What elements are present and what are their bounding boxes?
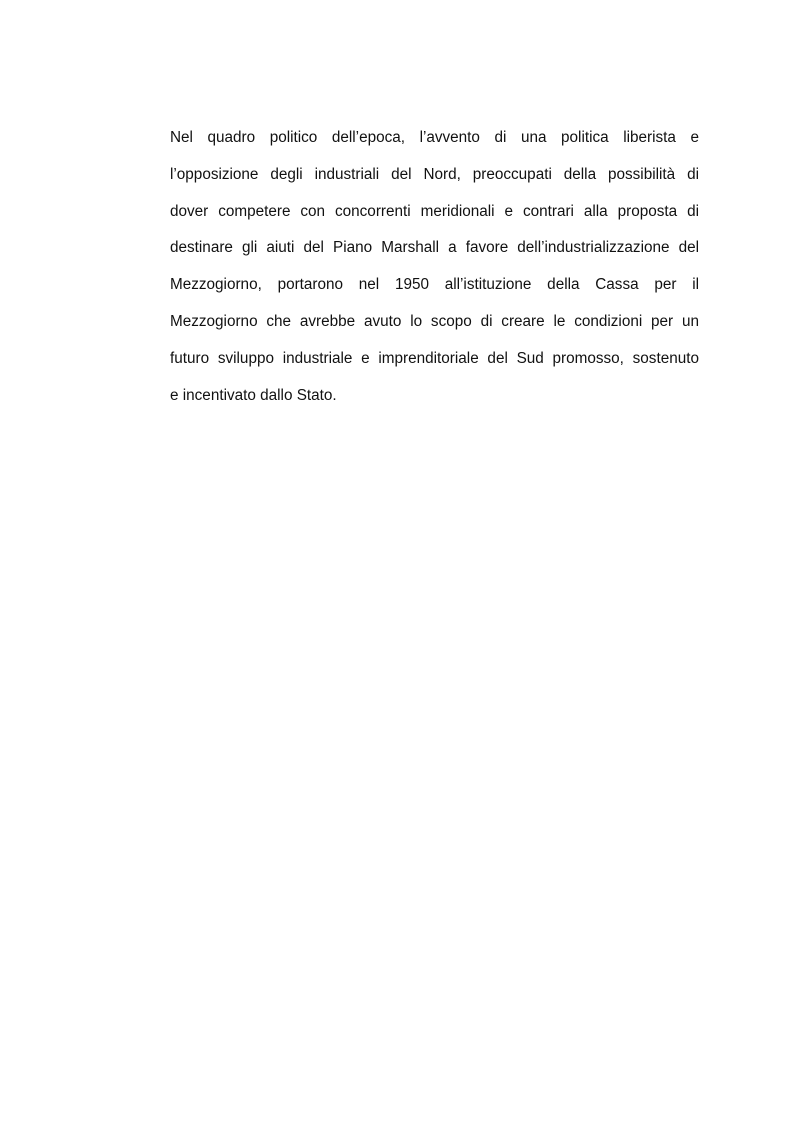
paragraph-line-5: Mezzogiorno, portarono nel 1950 all’istituzione della Cassa per il — [170, 276, 699, 294]
paragraph-line-2: l’opposizione degli industriali del Nord, preoccupati della possibilità di — [170, 165, 699, 183]
paragraph-line-4: destinare gli aiuti del Piano Marshall a favore dell’industrializzazione del — [170, 239, 699, 257]
paragraph-line-3: dover competere con concorrenti meridionali e contrari alla proposta di — [170, 202, 699, 220]
paragraph-line-1: Nel quadro politico dell’epoca, l’avvento di una politica liberista e — [170, 129, 699, 146]
body-paragraph — [170, 124, 699, 418]
paragraph-line-8: e incentivato dallo Stato. — [170, 386, 337, 404]
paragraph-line-6: Mezzogiorno che avrebbe avuto lo scopo di creare le condizioni per un — [170, 312, 699, 330]
paragraph-line-7: futuro sviluppo industriale e imprenditoriale del Sud promosso, sostenuto — [170, 349, 699, 367]
